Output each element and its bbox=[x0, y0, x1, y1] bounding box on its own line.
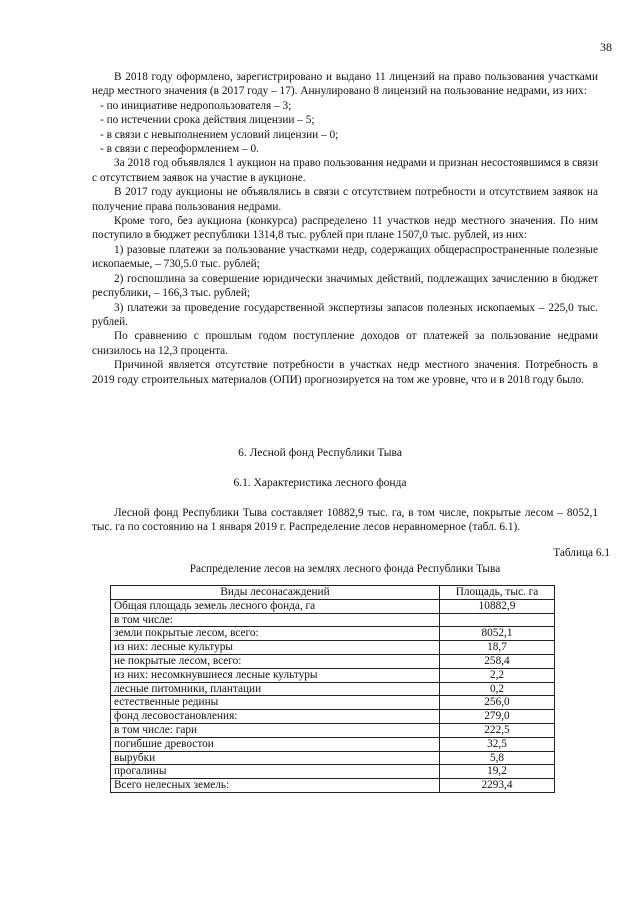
table-row bbox=[111, 627, 555, 641]
table-row bbox=[111, 613, 555, 627]
table-row bbox=[111, 599, 555, 613]
column-header-type: Виды лесонасаждений bbox=[111, 586, 440, 600]
cell-type: в том числе: гари bbox=[111, 723, 440, 737]
paragraph-payments-3: 3) платежи за проведение государственной экспертизы запасов полезных ископаемых – 225,0 тыс. рублей. bbox=[92, 301, 598, 328]
cell-area: 18,7 bbox=[440, 641, 555, 655]
table-row bbox=[111, 641, 555, 655]
cell-type: Всего нелесных земель: bbox=[111, 779, 440, 793]
cell-type: лесные питомники, плантации bbox=[111, 682, 440, 696]
cell-type: в том числе: bbox=[111, 613, 440, 627]
table-row bbox=[111, 654, 555, 668]
cell-area: 279,0 bbox=[440, 710, 555, 724]
cell-area: 8052,1 bbox=[440, 627, 555, 641]
section-heading: 6. Лесной фонд Республики Тыва bbox=[238, 447, 402, 459]
table-row bbox=[111, 751, 555, 765]
table-label: Таблица 6.1 bbox=[553, 547, 610, 559]
paragraph-auction-2017: В 2017 году аукционы не объявлялись в связи с отсутствием потребности и отсутствием заявок на получение права пользования недрами. bbox=[92, 186, 598, 213]
paragraph-payments-2: 2) госпошлина за совершение юридически значимых действий, подлежащих зачислению в бюджет республики, – 166,3 тыс. рублей; bbox=[92, 272, 598, 300]
paragraph-reason: Причиной является отсутствие потребности в участках недр местного значения. Потребность в 2019 году строительных материалов (ОПИ) прогнозируется на том же уровне, что и в 2018 году было. bbox=[92, 359, 598, 386]
subsection-heading: 6.1. Характеристика лесного фонда bbox=[233, 477, 407, 489]
cell-type: естественные редины bbox=[111, 696, 440, 710]
cell-type: из них: лесные культуры bbox=[111, 641, 440, 655]
column-header-area: Площадь, тыс. га bbox=[440, 586, 555, 600]
table-caption: Распределение лесов на землях лесного фонда Республики Тыва bbox=[189, 563, 501, 575]
list-item: - в связи с невыполнением условий лицензии – 0; bbox=[100, 128, 339, 141]
cell-area: 2293,4 bbox=[440, 779, 555, 793]
cell-area: 0,2 bbox=[440, 682, 555, 696]
cell-type: погибшие древостои bbox=[111, 737, 440, 751]
cell-type: прогалины bbox=[111, 765, 440, 779]
table-row bbox=[111, 710, 555, 724]
paragraph-payments-1: 1) разовые платежи за пользование участками недр, содержащих общераспространенные полезные ископаемые, – 730,5.0 тыс. рублей; bbox=[92, 243, 598, 271]
forest-fund-paragraph: Лесной фонд Республики Тыва составляет 10882,9 тыс. га, в том числе, покрытые лесом – 8052,1 тыс. га по состоянию на 1 января 2019 г. Распределение лесов неравномерное (табл. 6.1). bbox=[92, 507, 598, 534]
subsoil-licensing-text bbox=[92, 70, 598, 387]
cell-area: 10882,9 bbox=[440, 599, 555, 613]
table-row bbox=[111, 723, 555, 737]
cell-area: 258,4 bbox=[440, 654, 555, 668]
table-row bbox=[111, 779, 555, 793]
list-item: - по истечении срока действия лицензии – 5; bbox=[100, 114, 315, 127]
list-item: - в связи с переоформлением – 0. bbox=[100, 143, 259, 156]
table-row bbox=[111, 682, 555, 696]
cell-type: не покрытые лесом, всего: bbox=[111, 654, 440, 668]
cell-area bbox=[440, 613, 555, 627]
cell-area: 256,0 bbox=[440, 696, 555, 710]
cell-area: 32,5 bbox=[440, 737, 555, 751]
cell-area: 2,2 bbox=[440, 668, 555, 682]
paragraph-comparison: По сравнению с прошлым годом поступление доходов от платежей за пользование недрами снизилось на 12,3 процента. bbox=[92, 330, 598, 357]
cell-type: земли покрытые лесом, всего: bbox=[111, 627, 440, 641]
list-item: - по инициативе недропользователя – 3; bbox=[100, 99, 292, 112]
forest-distribution-table bbox=[110, 585, 555, 793]
cell-area: 222,5 bbox=[440, 723, 555, 737]
paragraph-distribution: Кроме того, без аукциона (конкурса) распределено 11 участков недр местного значения. По ним поступило в бюджет республики 1314,8 тыс. рублей при плане 1507,0 тыс. рублей, из них: bbox=[92, 215, 598, 242]
cell-area: 19,2 bbox=[440, 765, 555, 779]
table-row bbox=[111, 696, 555, 710]
table-row bbox=[111, 668, 555, 682]
table-row bbox=[111, 737, 555, 751]
paragraph-licenses: В 2018 году оформлено, зарегистрировано и выдано 11 лицензий на право пользования участками недр местного значения (в 2017 году – 17). Аннулировано 8 лицензий на пользование недрами, из них: bbox=[92, 71, 598, 98]
table-header-row bbox=[111, 586, 555, 600]
cell-type: Общая площадь земель лесного фонда, га bbox=[111, 599, 440, 613]
cell-type: вырубки bbox=[111, 751, 440, 765]
cell-type: фонд лесовостановления: bbox=[111, 710, 440, 724]
paragraph-auction-2018: За 2018 год объявлялся 1 аукцион на право пользования недрами и признан несостоявшимся в связи с отсутствием заявок на участие в аукционе. bbox=[92, 157, 598, 184]
cell-type: из них: несомкнувшиеся лесные культуры bbox=[111, 668, 440, 682]
cell-area: 5,8 bbox=[440, 751, 555, 765]
table-row bbox=[111, 765, 555, 779]
page-number: 38 bbox=[600, 40, 612, 54]
